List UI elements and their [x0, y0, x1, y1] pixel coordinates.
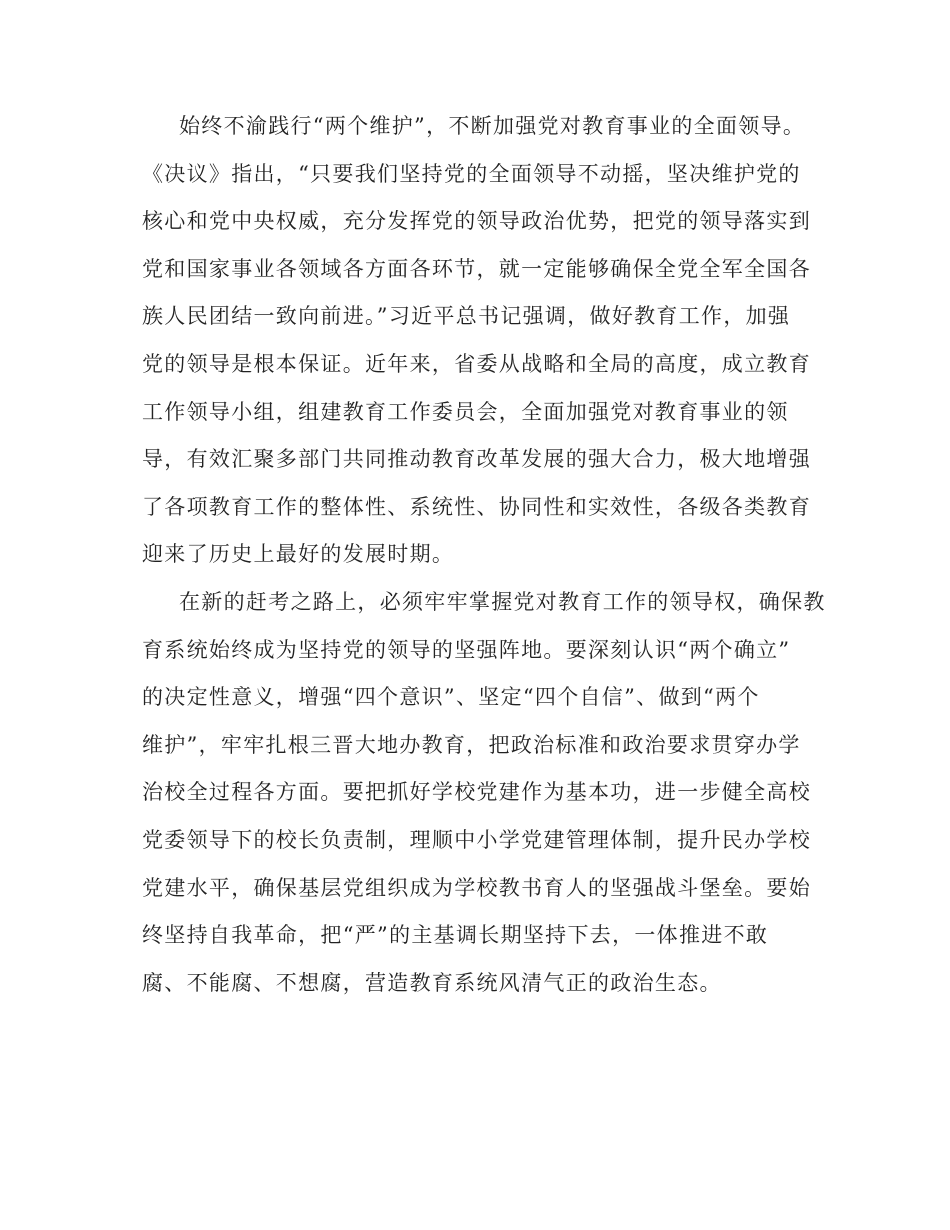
paragraph-line: 治校全过程各方面。要把抓好学校党建作为基本功，进一步健全高校: [142, 780, 811, 805]
paragraph-2: [142, 579, 826, 1007]
paragraph-line: 导，有效汇聚多部门共同推动教育改革发展的强大合力，极大地增强: [142, 447, 811, 472]
paragraph-line: 在新的赶考之路上，必须牢牢掌握党对教育工作的领导权，确保教: [179, 589, 826, 614]
paragraph-line: 党委领导下的校长负责制，理顺中小学党建管理体制，提升民办学校: [142, 827, 811, 852]
paragraph-line: 的决定性意义，增强“四个意识”、坚定“四个自信”、做到“两个: [142, 685, 760, 710]
paragraph-line: 党和国家事业各领域各方面各环节，就一定能够确保全党全军全国各: [142, 256, 811, 281]
paragraph-line: 核心和党中央权威，充分发挥党的领导政治优势，把党的领导落实到: [142, 209, 811, 234]
paragraph-line: 育系统始终成为坚持党的领导的坚强阵地。要深刻认识“两个确立”: [142, 637, 791, 662]
paragraph-line: 腐、不能腐、不想腐，营造教育系统风清气正的政治生态。: [142, 970, 722, 995]
paragraph-line: 族人民团结一致向前进。”习近平总书记强调，做好教育工作，加强: [142, 304, 791, 329]
paragraph-line: 工作领导小组，组建教育工作委员会，全面加强党对教育事业的领: [142, 399, 789, 424]
paragraph-line: 党的领导是根本保证。近年来，省委从战略和全局的高度，成立教育: [142, 351, 811, 376]
paragraph-line: 《决议》指出，“只要我们坚持党的全面领导不动摇，坚决维护党的: [142, 161, 801, 186]
document-body: [142, 103, 826, 1007]
paragraph-line: 维护”，牢牢扎根三晋大地办教育，把政治标准和政治要求贯穿办学: [142, 732, 801, 757]
paragraph-1: [142, 103, 822, 579]
paragraph-line: 始终不渝践行“两个维护”，不断加强党对教育事业的全面领导。: [179, 114, 806, 138]
paragraph-line: 了各项教育工作的整体性、系统性、协同性和实效性，各级各类教育: [142, 494, 811, 519]
paragraph-line: 党建水平，确保基层党组织成为学校教书育人的坚强战斗堡垒。要始: [142, 875, 811, 900]
paragraph-line: 终坚持自我革命，把“严”的主基调长期坚持下去，一体推进不敢: [142, 923, 769, 948]
paragraph-line: 迎来了历史上最好的发展时期。: [142, 542, 455, 567]
